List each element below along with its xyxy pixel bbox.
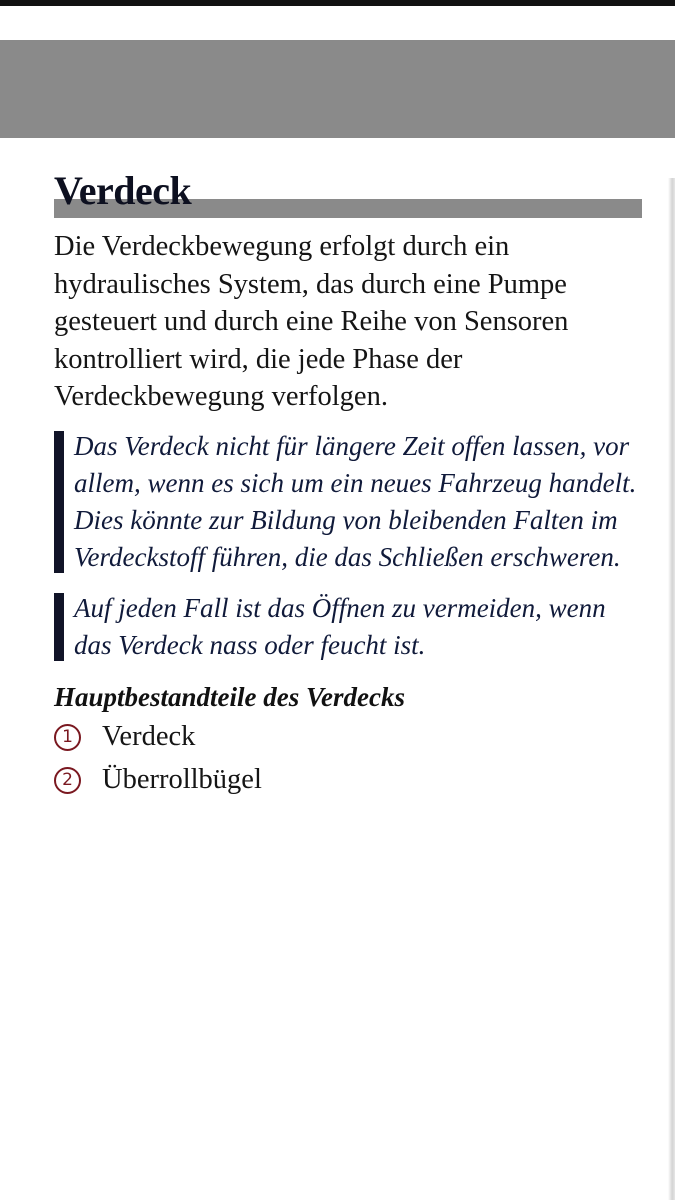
header-band bbox=[0, 40, 675, 138]
list-item bbox=[54, 716, 644, 759]
page-content bbox=[54, 166, 644, 802]
top-border bbox=[0, 0, 675, 6]
note-text: Das Verdeck nicht für längere Zeit offen lassen, vor allem, wenn es sich um ein neues Fahrzeug handelt. Dies könnte zur Bildung von bleibenden Falten im Verdeckstoff führen, die das Schließen erschweren. bbox=[74, 430, 637, 572]
warning-note-2 bbox=[54, 590, 644, 664]
warning-note-1 bbox=[54, 428, 644, 576]
number-circle-icon: 1 bbox=[54, 724, 81, 751]
note-marker-bar bbox=[54, 593, 64, 661]
intro-paragraph: Die Verdeckbewegung erfolgt durch ein hydraulisches System, das durch eine Pumpe gesteuert und durch eine Reihe von Sensoren kontrolliert wird, die jede Phase der Verdeckbewegung verfolgen. bbox=[54, 231, 569, 412]
components-heading: Hauptbestandteile des Verdecks bbox=[54, 681, 405, 712]
section-title-row bbox=[54, 166, 644, 218]
note-text: Auf jeden Fall ist das Öffnen zu vermeiden, wenn das Verdeck nass oder feucht ist. bbox=[74, 592, 606, 660]
page-edge-shadow bbox=[668, 178, 675, 1200]
number-circle-icon: 2 bbox=[54, 767, 81, 794]
section-title: Verdeck bbox=[54, 168, 192, 213]
component-label: Verdeck bbox=[102, 721, 196, 752]
note-marker-bar bbox=[54, 431, 64, 573]
components-list bbox=[54, 716, 644, 802]
list-item bbox=[54, 759, 644, 802]
component-label: Überrollbügel bbox=[102, 764, 262, 795]
